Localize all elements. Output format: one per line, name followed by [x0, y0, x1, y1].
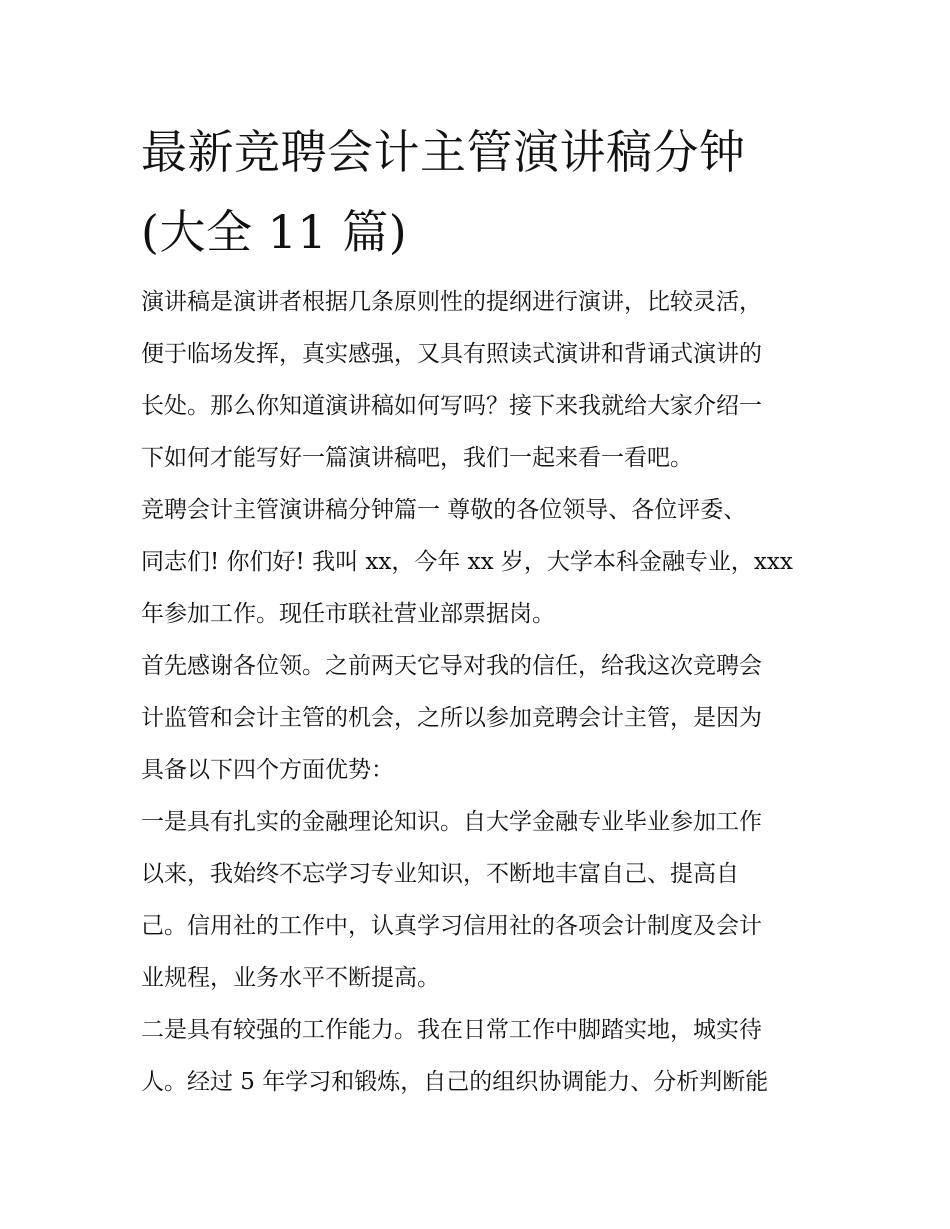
text-line: 同志们! 你们好! 我叫 xx，今年 xx 岁，大学本科金融专业，xxx [141, 549, 793, 575]
text-line: 年参加工作。现任市联社营业部票据岗。 [141, 601, 555, 627]
text-line: 竞聘会计主管演讲稿分钟篇一 尊敬的各位领导、各位评委、 [141, 497, 747, 523]
text-line: 计监管和会计主管的机会，之所以参加竞聘会计主管，是因为 [141, 705, 762, 731]
text-line: 演讲稿是演讲者根据几条原则性的提纲进行演讲，比较灵活， [141, 289, 762, 315]
paragraph-advantage-two [141, 1004, 813, 1108]
text-line: 一是具有扎实的金融理论知识。自大学金融专业毕业参加工作 [141, 809, 762, 835]
text-line: 首先感谢各位领。之前两天它导对我的信任，给我这次竞聘会 [141, 653, 762, 679]
document-body [141, 276, 813, 1108]
title-line: (大全 11 篇) [141, 205, 408, 259]
paragraph-intro [141, 276, 813, 484]
text-line: 长处。那么你知道演讲稿如何写吗？接下来我就给大家介绍一 [141, 393, 762, 419]
text-line: 业规程，业务水平不断提高。 [141, 965, 440, 991]
text-line: 下如何才能写好一篇演讲稿吧，我们一起来看一看吧。 [141, 445, 693, 471]
document-title [141, 112, 821, 272]
text-line: 便于临场发挥，真实感强，又具有照读式演讲和背诵式演讲的 [141, 341, 762, 367]
text-line: 二是具有较强的工作能力。我在日常工作中脚踏实地，城实待 [141, 1017, 762, 1043]
paragraph-advantage-one [141, 796, 813, 1004]
text-line: 人。经过 5 年学习和锻炼，自己的组织协调能力、分析判断能 [141, 1069, 769, 1095]
title-line: 最新竞聘会计主管演讲稿分钟 [141, 125, 746, 179]
paragraph-greeting [141, 484, 813, 640]
paragraph-thanks [141, 640, 813, 796]
text-line: 以来，我始终不忘学习专业知识，不断地丰富自己、提高自 [141, 861, 739, 887]
text-line: 具备以下四个方面优势： [141, 757, 394, 783]
text-line: 己。信用社的工作中，认真学习信用社的各项会计制度及会计 [141, 913, 762, 939]
